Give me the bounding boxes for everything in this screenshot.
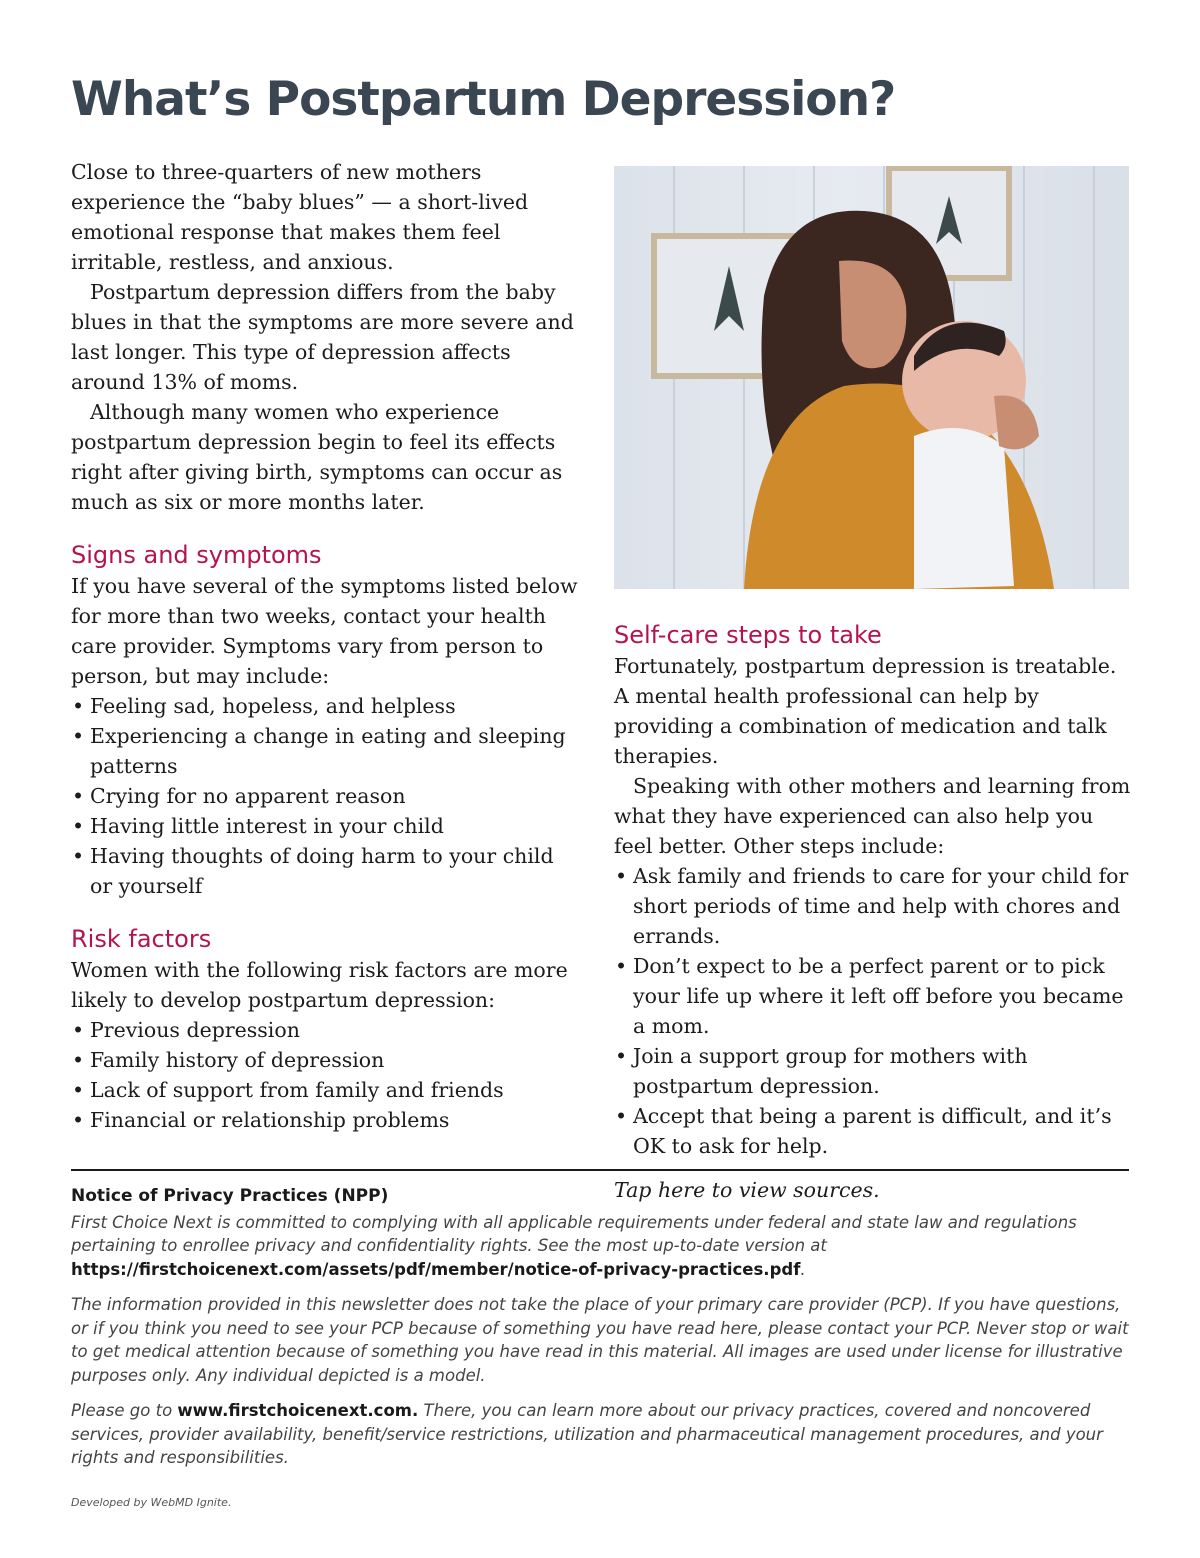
- signs-heading: Signs and symptoms: [71, 541, 322, 569]
- list-item: • Crying for no apparent reason: [71, 781, 581, 811]
- list-item: • Having little interest in your child: [71, 811, 581, 841]
- footer-divider: [71, 1169, 1129, 1171]
- page-title: What’s Postpartum Depression?: [71, 72, 896, 127]
- website-link[interactable]: www.firstchoicenext.com.: [177, 1401, 419, 1420]
- disclaimer-text: The information provided in this newsletter does not take the place of your primary care provider (PCP). If you have questions, or if you think you need to see your PCP because of something you have read here, please contact your PCP. Never stop or wait to get medical attention because of something you have read in this material. All images are used under license for illustrative purposes only. Any individual depicted is a model.: [71, 1295, 1129, 1385]
- npp-text: First Choice Next is committed to complying with all applicable requirements under federal and state law and regulations pertaining to enrollee privacy and confidentiality rights. See the most up-to-date version at https://firstchoicenext.com/assets/pdf/member/notice-of-privacy-practices.pdf.: [71, 1212, 1077, 1279]
- view-sources-link[interactable]: Tap here to view sources.: [614, 1178, 880, 1202]
- selfcare-heading: Self-care steps to take: [614, 621, 882, 649]
- intro-paragraph-2: Postpartum depression differs from the baby blues in that the symptoms are more severe and last longer. This type of depression affects around 13% of moms.: [71, 280, 574, 394]
- selfcare-paragraph-2: Speaking with other mothers and learning from what they have experienced can also help you feel better. Other steps include:: [614, 774, 1131, 858]
- left-column: [71, 157, 581, 1135]
- npp-heading: Notice of Privacy Practices (NPP): [71, 1186, 389, 1206]
- list-item: • Previous depression: [71, 1015, 581, 1045]
- mother-and-baby-photo: [614, 166, 1129, 589]
- risk-list: [71, 1015, 581, 1135]
- list-item: • Having thoughts of doing harm to your child or yourself: [71, 841, 581, 901]
- list-item: • Accept that being a parent is difficult, and it’s OK to ask for help.: [614, 1101, 1134, 1161]
- selfcare-list: [614, 861, 1134, 1161]
- list-item: • Lack of support from family and friends: [71, 1075, 581, 1105]
- signs-text: If you have several of the symptoms listed below for more than two weeks, contact your health care provider. Symptoms vary from person to person, but may include:: [71, 574, 578, 688]
- intro-paragraph-1: Close to three-quarters of new mothers experience the “baby blues” — a short-lived emotional response that makes them feel irritable, restless, and anxious.: [71, 160, 529, 274]
- npp-link[interactable]: https://firstchoicenext.com/assets/pdf/member/notice-of-privacy-practices.pdf: [71, 1259, 801, 1279]
- list-item: • Feeling sad, hopeless, and helpless: [71, 691, 581, 721]
- visit-text: Please go to www.firstchoicenext.com. There, you can learn more about our privacy practices, covered and noncovered services, provider availability, benefit/service restrictions, utilization and pharmaceutical management procedures, and your rights and responsibilities.: [71, 1401, 1103, 1467]
- list-item: • Don’t expect to be a perfect parent or to pick your life up where it left off before you became a mom.: [614, 951, 1134, 1041]
- credit-text: Developed by WebMD Ignite.: [71, 1496, 232, 1509]
- list-item: • Financial or relationship problems: [71, 1105, 581, 1135]
- list-item: • Family history of depression: [71, 1045, 581, 1075]
- risk-text: Women with the following risk factors are more likely to develop postpartum depression:: [71, 958, 568, 1012]
- list-item: • Join a support group for mothers with postpartum depression.: [614, 1041, 1134, 1101]
- footer: [71, 1185, 1129, 1482]
- list-item: • Ask family and friends to care for your child for short periods of time and help with chores and errands.: [614, 861, 1134, 951]
- intro-paragraph-3: Although many women who experience postpartum depression begin to feel its effects right after giving birth, symptoms can occur as much as six or more months later.: [71, 400, 563, 514]
- signs-list: [71, 691, 581, 901]
- list-item: • Experiencing a change in eating and sleeping patterns: [71, 721, 581, 781]
- risk-heading: Risk factors: [71, 925, 212, 953]
- right-column: [614, 619, 1134, 1205]
- selfcare-paragraph-1: Fortunately, postpartum depression is treatable. A mental health professional can help by providing a combination of medication and talk therapies.: [614, 654, 1117, 768]
